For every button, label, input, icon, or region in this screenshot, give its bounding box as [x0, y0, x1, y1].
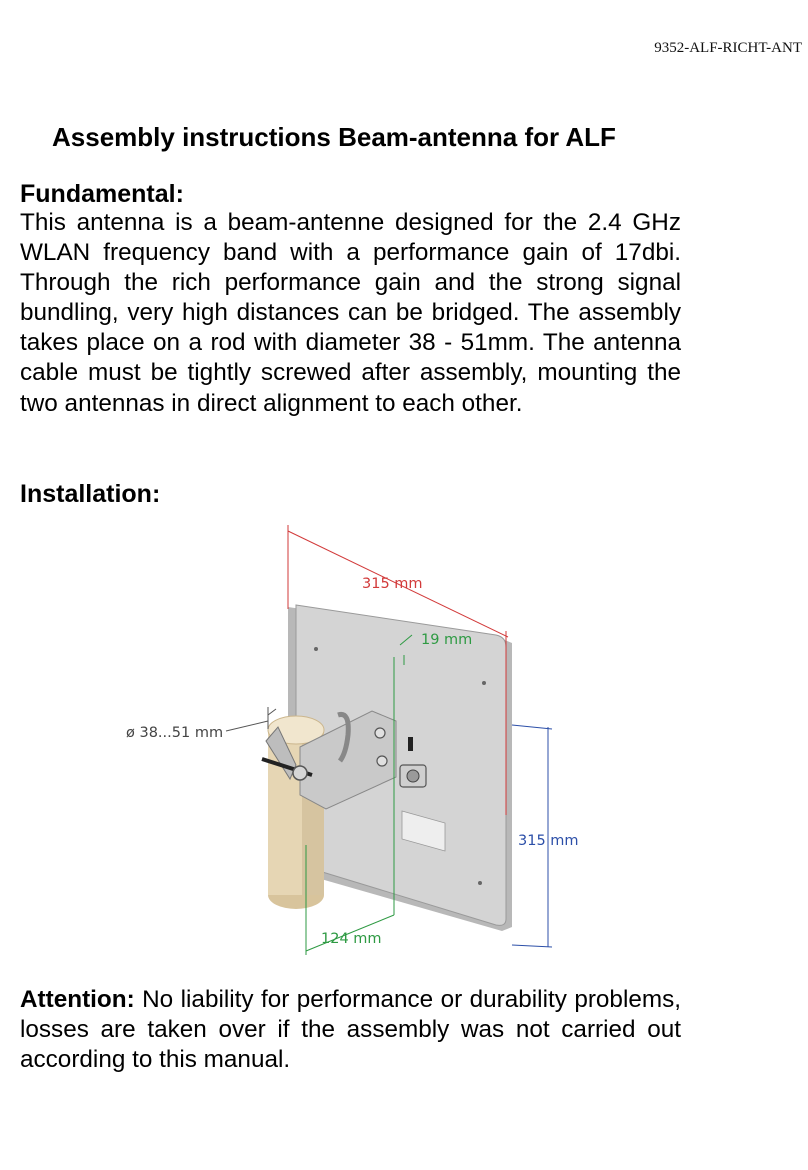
fundamental-text: This antenna is a beam-antenne designed for the 2.4 GHz WLAN frequency band with a performance gain of 17dbi. Through the rich performance gain and the strong signal bundling, very high distances can be bridged. The assembly takes place on a rod with diameter 38 - 51mm. The antenna cable must be tightly screwed after assembly, mounting the two antennas in direct alignment to each other. [20, 209, 681, 417]
screw-icon [314, 647, 318, 651]
height-label: 315 mm [518, 833, 579, 849]
fundamental-heading: Fundamental: [20, 180, 184, 208]
stud [408, 737, 413, 751]
antenna-installation-diagram [100, 515, 620, 975]
pole-diameter-label: ø 38...51 mm [126, 725, 224, 741]
width-label: 315 mm [362, 576, 423, 592]
attention-label: Attention: [20, 986, 135, 1013]
depth-label: 124 mm [321, 931, 382, 947]
page-title: Assembly instructions Beam-antenna for ALF [52, 122, 616, 152]
screw-icon [478, 881, 482, 885]
installation-heading: Installation: [20, 480, 161, 508]
document-code: 9352-ALF-RICHT-ANT [654, 40, 802, 56]
nut-icon [293, 766, 307, 780]
nut-icon [375, 728, 385, 738]
attention-text: No liability for performance or durability problems, losses are taken over if the assembly was not carried out according to this manual. [20, 986, 681, 1074]
attention-paragraph [20, 985, 681, 1075]
nut-icon [377, 756, 387, 766]
pole-diameter-leader [226, 707, 276, 731]
thickness-label: 19 mm [421, 632, 473, 648]
screw-icon [482, 681, 486, 685]
